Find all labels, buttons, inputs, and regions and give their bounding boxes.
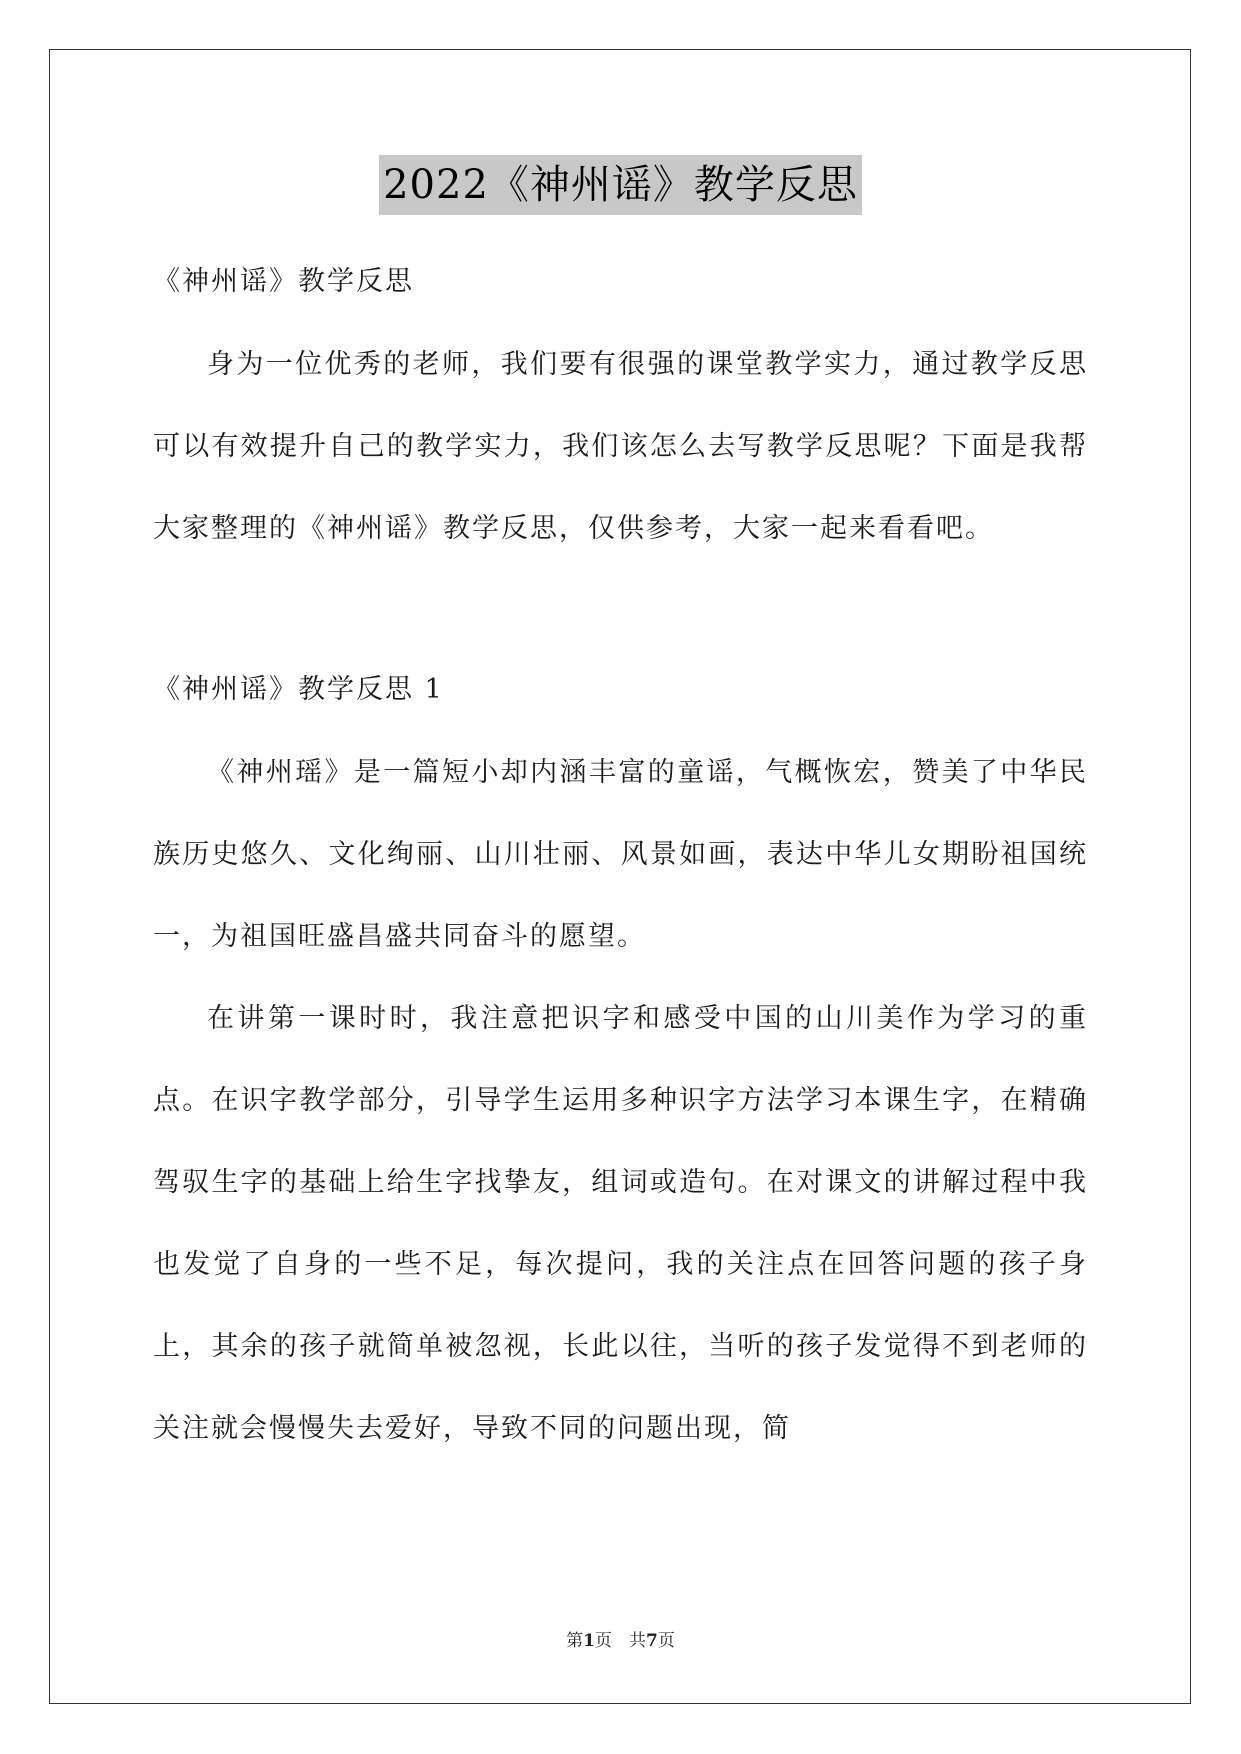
total-pages-number: 7	[646, 1631, 658, 1651]
page-footer	[0, 1626, 1241, 1651]
page-label-mid: 页 共	[595, 1631, 646, 1651]
section1-paragraph: 《神州瑶》是一篇短小却内涵丰富的童谣，气概恢宏，赞美了中华民族历史悠久、文化绚丽、山川壮丽、风景如画，表达中华儿女期盼祖国统一，为祖国旺盛昌盛共同奋斗的愿望。	[153, 757, 1088, 952]
document-body	[153, 240, 1088, 1470]
document-title	[0, 155, 1241, 215]
intro-paragraph: 身为一位优秀的老师，我们要有很强的课堂教学实力，通过教学反思可以有效提升自己的教学实力，我们该怎么去写教学反思呢？下面是我帮大家整理的《神州谣》教学反思，仅供参考，大家一起来看看吧。	[153, 349, 1088, 544]
current-page-number: 1	[583, 1631, 595, 1651]
section-spacer	[153, 570, 1088, 648]
document-subtitle: 《神州谣》教学反思	[153, 266, 414, 297]
page-label-suffix: 页	[657, 1631, 675, 1651]
document-title-text: 2022《神州谣》教学反思	[379, 155, 862, 215]
page-label-prefix: 第	[566, 1631, 584, 1651]
section1-heading: 《神州谣》教学反思 1	[153, 674, 444, 705]
section1-paragraph: 在讲第一课时时，我注意把识字和感受中国的山川美作为学习的重点。在识字教学部分，引导学生运用多种识字方法学习本课生字，在精确驾驭生字的基础上给生字找挚友，组词或造句。在对课文的讲解过程中我也发觉了自身的一些不足，每次提问，我的关注点在回答问题的孩子身上，其余的孩子就简单被忽视，长此以往，当听的孩子发觉得不到老师的关注就会慢慢失去爱好，导致不同的问题出现，简	[153, 1003, 1088, 1444]
